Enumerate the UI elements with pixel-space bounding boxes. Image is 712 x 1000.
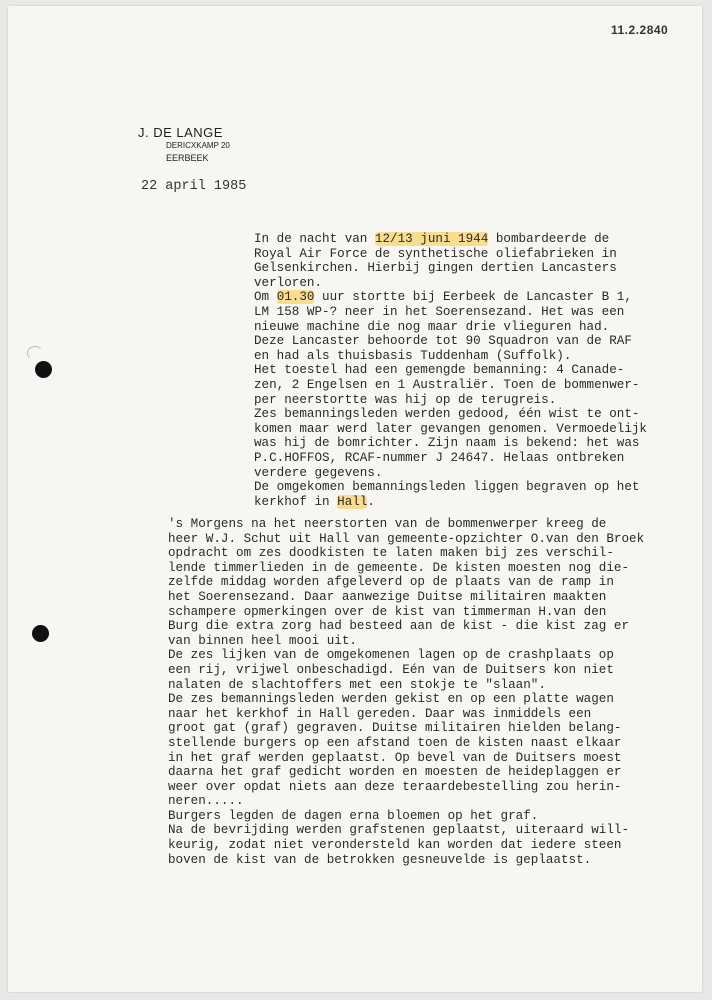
text-line	[168, 823, 644, 838]
text-line	[254, 349, 647, 364]
text-line	[168, 561, 644, 576]
text-segment: een rij, vrijwel onbeschadigd. Eén van de Duitsers kon niet	[168, 662, 614, 677]
text-line	[168, 692, 644, 707]
text-segment: Het toestel had een gemengde bemanning: 4 Canade-	[254, 363, 625, 378]
text-line	[254, 451, 647, 466]
text-line	[168, 707, 644, 722]
highlighted-text: 12/13 juni 1944	[374, 232, 489, 246]
text-segment: nalaten de slachtoffers met een stokje te "slaan".	[168, 677, 546, 692]
text-segment: schampere opmerkingen over de kist van timmerman H.van den	[168, 604, 607, 619]
text-line	[254, 320, 647, 335]
text-line	[168, 751, 644, 766]
text-line	[168, 765, 644, 780]
text-line	[254, 378, 647, 393]
text-line	[254, 305, 647, 320]
text-segment: In de nacht van	[254, 232, 375, 246]
text-line	[168, 780, 644, 795]
text-line	[254, 495, 647, 510]
letterhead	[138, 125, 230, 164]
text-line	[254, 466, 647, 481]
text-segment: nieuwe machine die nog maar drie vlieguren had.	[254, 319, 610, 334]
text-segment: keurig, zodat niet verondersteld kan worden dat iedere steen	[168, 838, 622, 853]
text-line	[254, 407, 647, 422]
text-segment: Burg die extra zorg had besteed aan de kist - die kist zag er	[168, 619, 630, 634]
text-segment: verdere gegevens.	[254, 465, 383, 480]
text-segment: zelfde middag worden afgeleverd op de plaats van de ramp in	[168, 575, 614, 590]
text-line	[254, 261, 647, 276]
text-segment: P.C.HOFFOS, RCAF-nummer J 24647. Helaas ontbreken	[254, 450, 625, 465]
text-line	[168, 809, 644, 824]
text-segment: De omgekomen bemanningsleden liggen begraven op het	[254, 480, 640, 495]
letter-date: 22 april 1985	[141, 179, 247, 194]
text-line	[168, 619, 644, 634]
text-segment: het Soerensezand. Daar aanwezige Duitse militairen maakten	[168, 589, 607, 604]
text-line	[168, 546, 644, 561]
text-segment: lende timmerlieden in de gemeente. De kisten moesten nog die-	[168, 560, 630, 575]
text-segment: De zes lijken van de omgekomenen lagen op de crashplaats op	[168, 648, 614, 663]
text-segment: .	[367, 494, 375, 509]
text-line	[254, 247, 647, 262]
text-line	[254, 290, 647, 305]
text-segment: neren.....	[168, 794, 244, 809]
text-segment: Om	[254, 290, 277, 305]
text-segment: groot gat (graf) gegraven. Duitse militairen hielden belang-	[168, 721, 622, 736]
text-segment: heer W.J. Schut uit Hall van gemeente-opzichter O.van den Broek	[168, 531, 645, 546]
text-line	[168, 678, 644, 693]
paragraph-burial-account	[168, 517, 644, 867]
text-segment: kerkhof in	[254, 494, 338, 509]
text-segment: uur stortte bij Eerbeek de Lancaster B 1,	[314, 290, 632, 305]
text-line	[168, 853, 644, 868]
text-segment: boven de kist van de betrokken gesneuvelde is geplaatst.	[168, 852, 592, 867]
text-segment: Royal Air Force de synthetische oliefabrieken in	[254, 246, 617, 261]
text-segment: stellende burgers op een afstand toen de kisten naast elkaar	[168, 735, 622, 750]
text-segment: naar het kerkhof in Hall gereden. Daar was inmiddels een	[168, 706, 592, 721]
text-segment: was hij de bomrichter. Zijn naam is bekend: het was	[254, 436, 640, 451]
text-line	[254, 480, 647, 495]
text-line	[168, 517, 644, 532]
text-segment: De zes bemanningsleden werden gekist en op een platte wagen	[168, 692, 614, 707]
sender-name: J. DE LANGE	[138, 125, 223, 140]
text-segment: in het graf werden geplaatst. Op bevel van de Duitsers moest	[168, 750, 622, 765]
text-line	[168, 590, 644, 605]
text-line	[168, 736, 644, 751]
text-segment: Deze Lancaster behoorde tot 90 Squadron van de RAF	[254, 334, 632, 349]
text-line	[168, 663, 644, 678]
text-segment: Gelsenkirchen. Hierbij gingen dertien Lancasters	[254, 261, 617, 276]
text-line	[254, 393, 647, 408]
text-segment: weer over opdat niets aan deze teraardebestelling zou herin-	[168, 779, 622, 794]
text-line	[168, 838, 644, 853]
text-line	[254, 422, 647, 437]
letter-page	[8, 6, 702, 992]
paragraph-crash-report	[254, 232, 647, 509]
sender-city: EERBEEK	[166, 153, 209, 163]
text-segment: van binnen heel mooi uit.	[168, 633, 357, 648]
text-segment: 's Morgens na het neerstorten van de bommenwerper kreeg de	[168, 517, 607, 531]
text-line	[254, 334, 647, 349]
text-segment: en had als thuisbasis Tuddenham (Suffolk).	[254, 348, 572, 363]
text-segment: LM 158 WP-? neer in het Soerensezand. Het was een	[254, 304, 625, 319]
punch-hole	[35, 361, 52, 378]
text-line	[168, 634, 644, 649]
text-line	[168, 721, 644, 736]
highlighted-text: 01.30	[276, 290, 315, 305]
text-line	[168, 532, 644, 547]
text-segment: verloren.	[254, 275, 323, 290]
text-line	[168, 794, 644, 809]
text-line	[254, 363, 647, 378]
text-segment: Na de bevrijding werden grafstenen geplaatst, uiteraard will-	[168, 823, 630, 838]
text-line	[254, 436, 647, 451]
text-line	[254, 276, 647, 291]
text-segment: Burgers legden de dagen erna bloemen op het graf.	[168, 808, 539, 823]
punch-hole	[32, 625, 49, 642]
text-line	[168, 605, 644, 620]
text-segment: komen maar werd later gevangen genomen. Vermoedelijk	[254, 421, 647, 436]
text-segment: zen, 2 Engelsen en 1 Australiër. Toen de bommenwer-	[254, 377, 640, 392]
highlighted-text: Hall	[337, 494, 368, 509]
archive-number: 11.2.2840	[611, 23, 669, 37]
text-line	[254, 232, 647, 247]
sender-street: DERICXKAMP 20	[166, 141, 230, 150]
text-segment: per neerstortte was hij op de terugreis.	[254, 392, 557, 407]
text-segment: bombardeerde de	[488, 232, 610, 246]
text-segment: Zes bemanningsleden werden gedood, één wist te ont-	[254, 407, 640, 422]
text-segment: daarna het graf gedicht worden en moesten de heideplaggen er	[168, 765, 622, 780]
punch-hole-mark	[27, 346, 43, 360]
text-line	[168, 575, 644, 590]
text-line	[168, 648, 644, 663]
text-segment: opdracht om zes doodkisten te laten maken bij zes verschil-	[168, 546, 614, 561]
